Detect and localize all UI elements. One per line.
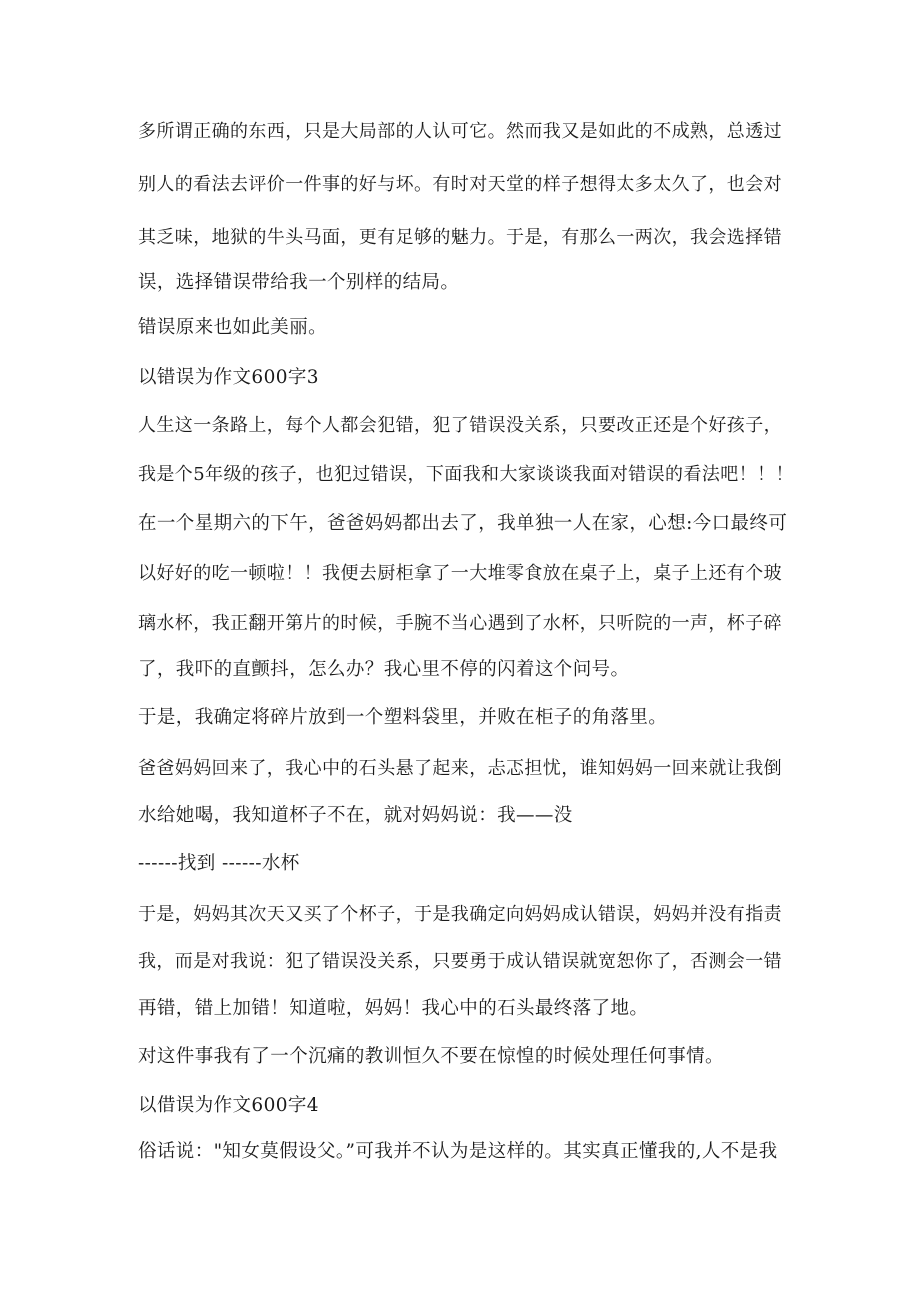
paragraph-line: 俗话说："知女莫假设父。”可我并不认为是这样的。其实真正懂我的,人不是我 (138, 1141, 778, 1162)
paragraph-line: 于是，妈妈其次天又买了个杯子，于是我确定向妈妈成认错误，妈妈并没有指责 (138, 904, 782, 925)
paragraph-line: 了，我吓的直颤抖，怎么办？我心里不停的闪着这个问号。 (138, 659, 630, 680)
paragraph-line: 璃水杯，我正翻开第片的时候，手腕不当心遇到了水杯，只听院的一声，杯子碎 (138, 613, 782, 634)
paragraph-line: 多所谓正确的东西，只是大局部的人认可它。然而我又是如此的不成熟，总透过 (138, 121, 782, 142)
section-heading: 以借误为作文600字4 (138, 1095, 319, 1116)
paragraph-line: 我，而是对我说：犯了错误没关系，只要勇于成认错误就宽恕你了，否测会一错 (138, 951, 782, 972)
section-heading: 以错误为作文600字3 (138, 367, 319, 388)
paragraph-line: 别人的看法去评价一件事的好与坏。有时对天堂的样子想得太多太久了，也会对 (138, 174, 782, 195)
paragraph-line: 以好好的吃一顿啦！！我便去厨柜拿了一大堆零食放在桌子上，桌子上还有个玻 (138, 563, 782, 584)
paragraph-line: 人生这一条路上，每个人都会犯错，犯了错误没关系，只要改正还是个好孩子， (138, 415, 782, 436)
paragraph-line: ------找到 ------水杯 (138, 853, 300, 874)
paragraph-line: 水给她喝，我知道杯子不在，就对妈妈说：我——没 (138, 805, 573, 826)
paragraph-line: 我是个5年级的孩子，也犯过错误，下面我和大家谈谈我面对错误的看法吧！！！ (138, 464, 794, 485)
paragraph-line: 在一个星期六的下午，爸爸妈妈都出去了，我单独一人在家，心想:今口最终可 (138, 513, 788, 534)
paragraph-line: 爸爸妈妈回来了，我心中的石头悬了起来，忐忑担忧，谁知妈妈一回来就让我倒 (138, 758, 782, 779)
paragraph-line: 误，选择错误带给我一个别样的结局。 (138, 272, 460, 293)
paragraph-line: 于是，我确定将碎片放到一个塑料袋里，并败在柜子的角落里。 (138, 707, 668, 728)
paragraph-line: 再错，错上加错！知道啦，妈妈！我心中的石头最终落了地。 (138, 998, 649, 1019)
paragraph-line: 其乏味，地狱的牛头马面，更有足够的魅力。于是，有那么一两次，我会选择错 (138, 227, 782, 248)
paragraph-line: 错误原来也如此美丽。 (138, 317, 328, 338)
paragraph-line: 对这件事我有了一个沉痛的教训恒久不要在惊惶的时候处理任何事情。 (138, 1046, 724, 1067)
